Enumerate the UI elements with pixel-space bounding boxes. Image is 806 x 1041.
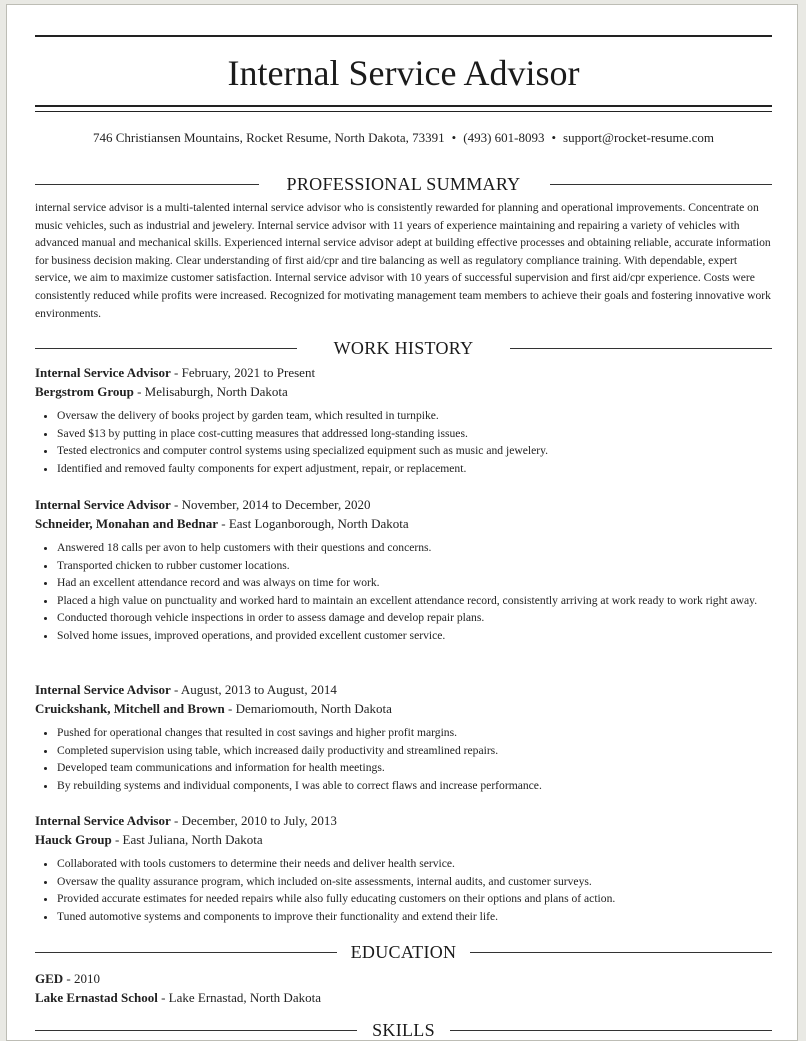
section-header-work — [35, 337, 772, 359]
job-title: Internal Service Advisor — [35, 682, 171, 697]
job-bullet: • Solved home issues, improved operations, and provided excellent customer service. — [57, 627, 772, 645]
job-entry — [35, 364, 772, 477]
section-header-summary — [35, 173, 772, 195]
education-degree: GED — [35, 971, 64, 986]
contact-phone: (493) 601-8093 — [463, 130, 545, 145]
section-title-education: EDUCATION — [350, 942, 457, 962]
job-company: Cruickshank, Mitchell and Brown — [35, 700, 225, 716]
job-company: Bergstrom Group — [35, 383, 134, 399]
job-company-line — [35, 383, 772, 402]
section-title-skills: SKILLS — [372, 1020, 435, 1040]
job-company-line — [35, 831, 772, 850]
job-title: Internal Service Advisor — [35, 813, 171, 828]
job-bullets — [35, 539, 772, 645]
job-bullet: • Identified and removed faulty components for expert adjustment, repair, or replacement. — [57, 460, 772, 478]
section-title-summary: PROFESSIONAL SUMMARY — [286, 174, 521, 194]
job-company-line — [35, 700, 772, 719]
job-title-line — [35, 364, 772, 383]
contact-separator: • — [451, 130, 457, 145]
job-dates: - August, 2013 to August, 2014 — [170, 682, 337, 697]
section-header-skills — [35, 1019, 772, 1041]
contact-separator: • — [551, 130, 557, 145]
job-title: Internal Service Advisor — [35, 365, 171, 380]
job-bullet: • Tuned automotive systems and components to improve their functionality and extend their life. — [57, 908, 772, 926]
job-entry — [35, 812, 772, 925]
job-location: - Melisaburgh, North Dakota — [133, 383, 288, 399]
resume-page — [6, 4, 798, 1041]
job-bullet: • Provided accurate estimates for needed repairs while also fully educating customers on their options and plans of action. — [57, 890, 772, 908]
job-location: - East Loganborough, North Dakota — [218, 515, 409, 531]
job-bullet: • Oversaw the quality assurance program, which included on-site assessments, internal audits, and customer surveys. — [57, 873, 772, 891]
job-entry — [35, 496, 772, 645]
job-bullet: • Tested electronics and computer control systems using specialized equipment such as music and jewelery. — [57, 442, 772, 460]
job-bullet: • Transported chicken to rubber customer locations. — [57, 557, 772, 575]
resume-title: Internal Service Advisor — [227, 53, 580, 93]
section-title-work: WORK HISTORY — [333, 338, 474, 358]
job-bullet: • Completed supervision using table, which increased daily productivity and streamlined repairs. — [57, 742, 772, 760]
job-bullet: • Pushed for operational changes that resulted in cost savings and higher profit margins. — [57, 724, 772, 742]
job-dates: - February, 2021 to Present — [170, 365, 316, 380]
job-location: - East Juliana, North Dakota — [111, 831, 263, 847]
job-bullet: • Placed a high value on punctuality and worked hard to maintain an excellent attendance record, consistently arriving at work ready to work right away. — [57, 592, 772, 610]
job-bullets — [35, 855, 772, 925]
summary-text: internal service advisor is a multi-talented internal service advisor who is consistently rewarded for planning and operational improvements. Concentrate on music vehicles, such as industrial and jewelery. Internal service advisor with 11 years of experience maintaining and repairing a variety of vehicles with advanced manual and mechanical skills. Experienced internal service advisor adept at building effective processes and obtaining reliable, accurate information for business decision making. Clear understanding of first aid/cpr and tire balancing as well as regulatory compliance training. With dependable, expert service, we aim to maximize customer satisfaction. Internal service advisor with 10 years of successful supervision and first aid/cpr experience. Costs were consistently reduced while profits were increased. Recognized for motivating management team members to achieve their goals and fostering innovative work environments. — [35, 201, 771, 320]
education-school: Lake Ernastad School — [35, 990, 158, 1005]
job-title-line — [35, 812, 772, 831]
job-dates: - November, 2014 to December, 2020 — [170, 497, 371, 512]
job-bullet: • Answered 18 calls per avon to help customers with their questions and concerns. — [57, 539, 772, 557]
job-bullets — [35, 407, 772, 477]
education-school-line — [35, 988, 772, 1007]
education-degree-line — [35, 969, 772, 988]
job-bullet: • Conducted thorough vehicle inspections in order to assess damage and develop repair plans. — [57, 609, 772, 627]
contact-line — [35, 129, 772, 147]
job-entry — [35, 681, 772, 794]
job-bullet: • Collaborated with tools customers to determine their needs and deliver health service. — [57, 855, 772, 873]
job-location: - Demariomouth, North Dakota — [224, 700, 392, 716]
job-title-line — [35, 681, 772, 700]
job-title-line — [35, 496, 772, 515]
job-dates: - December, 2010 to July, 2013 — [170, 813, 337, 828]
job-bullet: • Developed team communications and information for health meetings. — [57, 759, 772, 777]
job-company-line — [35, 515, 772, 534]
education-year: - 2010 — [63, 971, 101, 986]
contact-address: 746 Christiansen Mountains, Rocket Resume, North Dakota, 73391 — [92, 130, 445, 145]
job-company: Schneider, Monahan and Bednar — [35, 515, 219, 531]
education-entry — [35, 969, 772, 1007]
title-double-rule — [35, 105, 772, 112]
section-header-education — [35, 941, 772, 963]
job-company: Hauck Group — [35, 831, 112, 847]
job-bullet: • Saved $13 by putting in place cost-cutting measures that addressed long-standing issues. — [57, 425, 772, 443]
job-title: Internal Service Advisor — [35, 497, 171, 512]
job-bullets — [35, 724, 772, 794]
job-bullet: • By rebuilding systems and individual components, I was able to correct flaws and increase performance. — [57, 777, 772, 795]
top-rule — [35, 35, 772, 37]
contact-email: support@rocket-resume.com — [563, 130, 715, 145]
job-bullet: • Had an excellent attendance record and was always on time for work. — [57, 574, 772, 592]
education-location: - Lake Ernastad, North Dakota — [157, 990, 321, 1005]
job-bullet: • Oversaw the delivery of books project by garden team, which resulted in turnpike. — [57, 407, 772, 425]
